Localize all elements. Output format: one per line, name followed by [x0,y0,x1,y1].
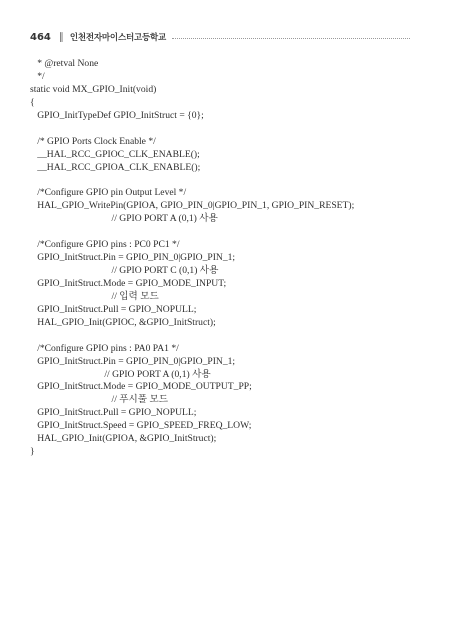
code-line: GPIO_InitStruct.Pull = GPIO_NOPULL; [30,407,197,419]
code-line [30,330,430,343]
code-line: // 입력 모드 [30,290,159,302]
school-name: 인천전자마이스터고등학교 [69,33,167,43]
header-separator: ∥ [58,31,64,43]
code-line: /*Configure GPIO pin Output Level */ [30,187,187,199]
code-line [30,123,430,136]
code-line: GPIO_InitStruct.Speed = GPIO_SPEED_FREQ_LOW; [30,420,252,432]
header-dotted-rule [172,38,410,39]
code-line: // GPIO PORT C (0,1) 사용 [30,265,219,276]
code-line: /* GPIO Ports Clock Enable */ [30,135,156,147]
code-line: // 푸시풀 모드 [30,394,169,406]
code-line: /*Configure GPIO pins : PA0 PA1 */ [30,342,179,354]
code-line: * @retval None [30,58,99,69]
code-line: GPIO_InitTypeDef GPIO_InitStruct = {0}; [30,109,204,121]
code-line: static void MX_GPIO_Init(void) [30,83,157,95]
code-line: GPIO_InitStruct.Mode = GPIO_MODE_OUTPUT_PP; [30,381,252,393]
code-line: GPIO_InitStruct.Pin = GPIO_PIN_0|GPIO_PIN_1; [30,252,236,264]
code-line: __HAL_RCC_GPIOC_CLK_ENABLE(); [30,148,200,160]
code-line: GPIO_InitStruct.Pull = GPIO_NOPULL; [30,303,197,315]
page-header [30,30,410,44]
code-line: GPIO_InitStruct.Pin = GPIO_PIN_0|GPIO_PIN_1; [30,355,236,367]
code-line: */ [30,70,45,82]
code-line: HAL_GPIO_Init(GPIOC, &GPIO_InitStruct); [30,316,216,328]
code-line: // GPIO PORT A (0,1) 사용 [30,368,211,380]
code-line: GPIO_InitStruct.Mode = GPIO_MODE_INPUT; [30,277,227,289]
code-line: HAL_GPIO_WritePin(GPIOA, GPIO_PIN_0|GPIO_PIN_1, GPIO_PIN_RESET); [30,200,355,212]
page-number: 464 [30,31,51,43]
code-line [30,226,430,239]
code-line: { [30,96,35,108]
code-listing [30,58,430,459]
code-line: HAL_GPIO_Init(GPIOA, &GPIO_InitStruct); [30,433,217,445]
code-line: } [30,446,35,458]
code-line: /*Configure GPIO pins : PC0 PC1 */ [30,239,180,251]
code-line: __HAL_RCC_GPIOA_CLK_ENABLE(); [30,161,201,173]
code-line: // GPIO PORT A (0,1) 사용 [30,213,218,225]
code-line [30,174,430,187]
